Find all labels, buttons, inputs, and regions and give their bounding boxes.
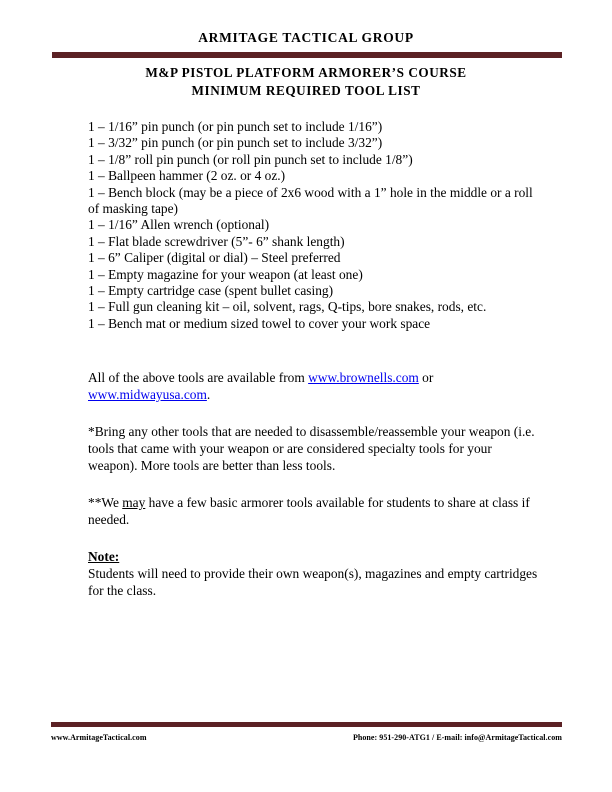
midwayusa-link[interactable]: www.midwayusa.com <box>88 386 207 402</box>
availability-tail-text: . <box>206 386 211 402</box>
tool-list-item: 1 – Full gun cleaning kit – oil, solvent, rags, Q-tips, bore snakes, rods, etc. <box>88 299 487 315</box>
tool-list-item: 1 – Ballpeen hammer (2 oz. or 4 oz.) <box>88 168 286 184</box>
tool-list-item: 1 – Bench mat or medium sized towel to cover your work space <box>88 315 431 331</box>
shared-tools-note-emphasis: may <box>122 495 146 511</box>
footer-contact: Phone: 951-290-ATG1 / E-mail: info@ArmitageTactical.com <box>352 733 562 742</box>
spacer <box>88 403 540 424</box>
document-title <box>0 64 612 100</box>
document-body <box>88 119 540 599</box>
shared-tools-note-suffix: have a few basic armorer tools available for students to share at class if needed. <box>88 495 530 527</box>
tool-list-item: 1 – Empty cartridge case (spent bullet casing) <box>88 283 334 299</box>
availability-paragraph <box>88 370 540 403</box>
footer-divider-rule <box>51 722 562 727</box>
tool-list-item: 1 – 1/16” Allen wrench (optional) <box>88 217 270 233</box>
tool-list-item: 1 – Flat blade screwdriver (5”- 6” shank length) <box>88 233 345 249</box>
header-divider-rule <box>52 52 562 58</box>
brownells-link[interactable]: www.brownells.com <box>308 370 419 386</box>
document-footer <box>51 733 562 747</box>
tool-list-item: 1 – 1/8” roll pin punch (or roll pin punch set to include 1/8”) <box>88 151 413 167</box>
tool-list-item: 1 – Bench block (may be a piece of 2x6 wood with a 1” hole in the middle or a roll of masking tape) <box>88 184 533 217</box>
note-body: Students will need to provide their own weapon(s), magazines and empty cartridges for the class. <box>88 566 538 598</box>
required-tool-list <box>88 119 540 332</box>
spacer <box>88 474 540 495</box>
shared-tools-note <box>88 495 540 528</box>
tool-list-item: 1 – 1/16” pin punch (or pin punch set to include 1/16”) <box>88 119 383 134</box>
footer-website: www.ArmitageTactical.com <box>51 733 147 742</box>
document-title-line-1: M&P PISTOL PLATFORM ARMORER’S COURSE <box>145 65 467 80</box>
document-title-line-2: MINIMUM REQUIRED TOOL LIST <box>191 83 421 98</box>
shared-tools-note-prefix: **We <box>88 495 123 511</box>
tool-list-item: 1 – 6” Caliper (digital or dial) – Steel preferred <box>88 250 341 266</box>
availability-lead-text: All of the above tools are available from <box>88 370 309 386</box>
document-header <box>0 30 612 47</box>
tool-list-item: 1 – 3/32” pin punch (or pin punch set to include 3/32”) <box>88 135 383 151</box>
organization-title: ARMITAGE TACTICAL GROUP <box>198 30 414 45</box>
spacer <box>88 528 540 549</box>
tool-list-item: 1 – Empty magazine for your weapon (at least one) <box>88 266 363 282</box>
note-heading: Note: <box>88 549 120 565</box>
availability-between-text: or <box>418 370 434 386</box>
spacer <box>88 332 540 370</box>
bring-other-tools-note: *Bring any other tools that are needed to disassemble/reassemble your weapon (i.e. tools that came with your weapon or are considered specialty tools for your weapon). More tools are better than less tools. <box>88 424 535 473</box>
